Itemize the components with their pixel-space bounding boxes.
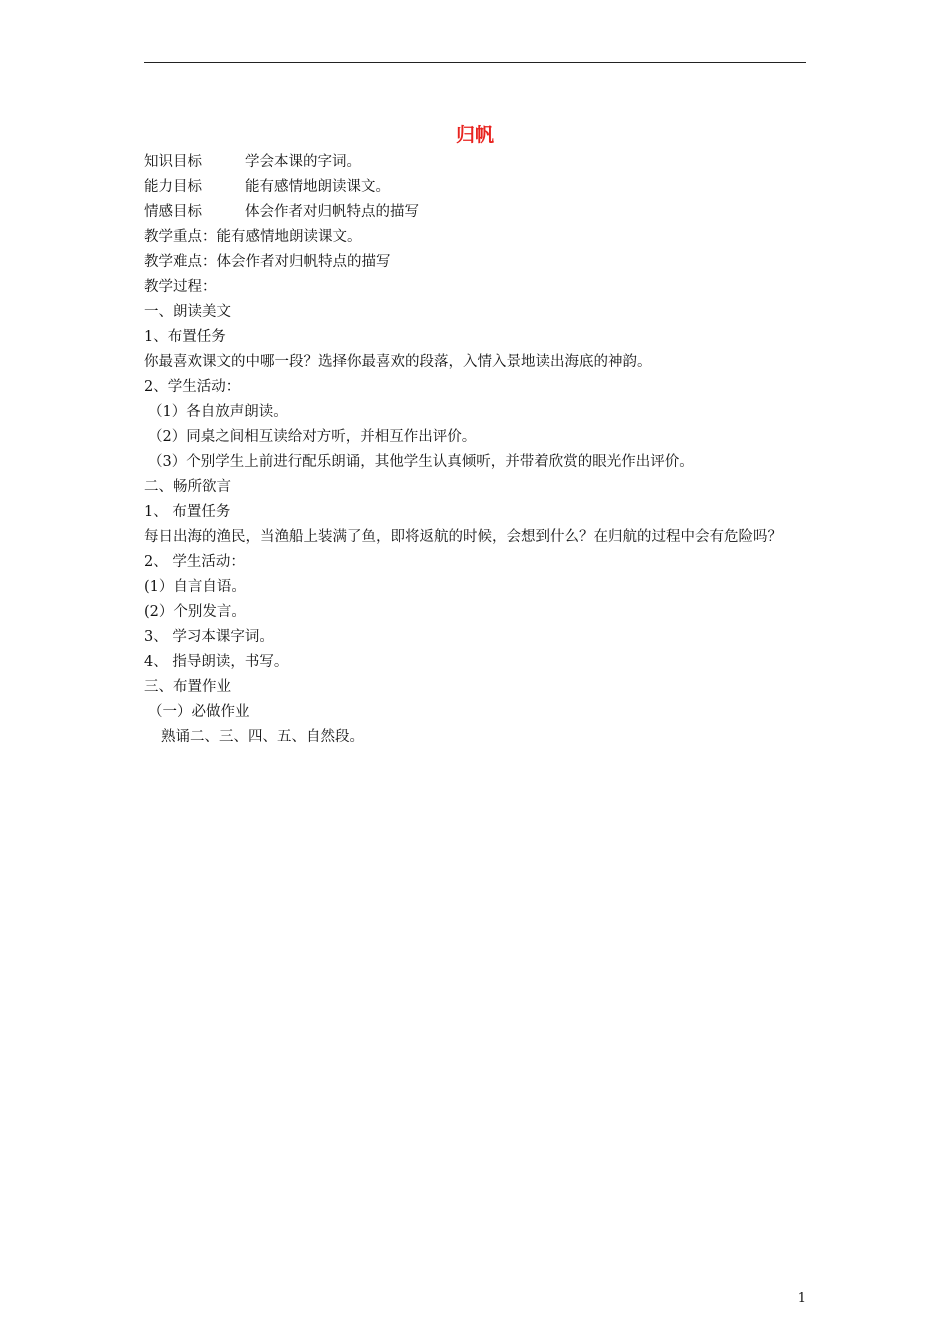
part2-task-text: 每日出海的渔民，当渔船上装满了鱼，即将返航的时候，会想到什么？在归航的过程中会有危险吗？ [144,529,782,545]
process-heading: 教学过程： [144,279,217,295]
part2-activity-item: (2）个别发言。 [144,604,246,620]
part3-text: 熟诵二、三、四、五、自然段。 [161,729,364,745]
goal-ability [144,175,806,200]
part2-activity-heading: 2、 学生活动： [144,554,245,570]
part3-sub-heading: （一）必做作业 [148,704,250,720]
goal-text: 能有感情地朗读课文。 [245,179,390,195]
goal-text: 学会本课的字词。 [245,154,361,170]
part1-activity-item: （2）同桌之间相互读给对方听，并相互作出评价。 [148,429,477,445]
part2-activity-item: (1）自言自语。 [144,579,246,595]
header-rule [144,62,806,63]
goal-label: 能力目标 [144,179,202,195]
part2-step3: 3、 学习本课字词。 [144,629,274,645]
part1-activity-heading: 2、学生活动： [144,379,241,395]
document-body [144,150,806,750]
part1-activity-item: （1）各自放声朗读。 [148,404,288,420]
goal-label: 知识目标 [144,154,202,170]
part1-activity-item: （3）个别学生上前进行配乐朗诵，其他学生认真倾听，并带着欣赏的眼光作出评价。 [148,454,694,470]
part1-task-heading: 1、布置任务 [144,329,226,345]
goal-text: 体会作者对归帆特点的描写 [245,204,419,220]
difficulty: 教学难点：体会作者对归帆特点的描写 [144,254,391,270]
part2-step4: 4、 指导朗读，书写。 [144,654,289,670]
key-point: 教学重点：能有感情地朗读课文。 [144,229,362,245]
goal-label: 情感目标 [144,204,202,220]
part1-task-text: 你最喜欢课文的中哪一段？选择你最喜欢的段落，入情入景地读出海底的神韵。 [144,354,652,370]
part2-heading: 二、畅所欲言 [144,479,231,495]
part1-heading: 一、朗读美文 [144,304,231,320]
part2-task-heading: 1、 布置任务 [144,504,231,520]
part3-heading: 三、布置作业 [144,679,231,695]
page-title: 归帆 [455,124,494,146]
goal-emotion [144,200,806,225]
goal-knowledge [144,150,806,175]
page-number: 1 [797,1291,806,1306]
